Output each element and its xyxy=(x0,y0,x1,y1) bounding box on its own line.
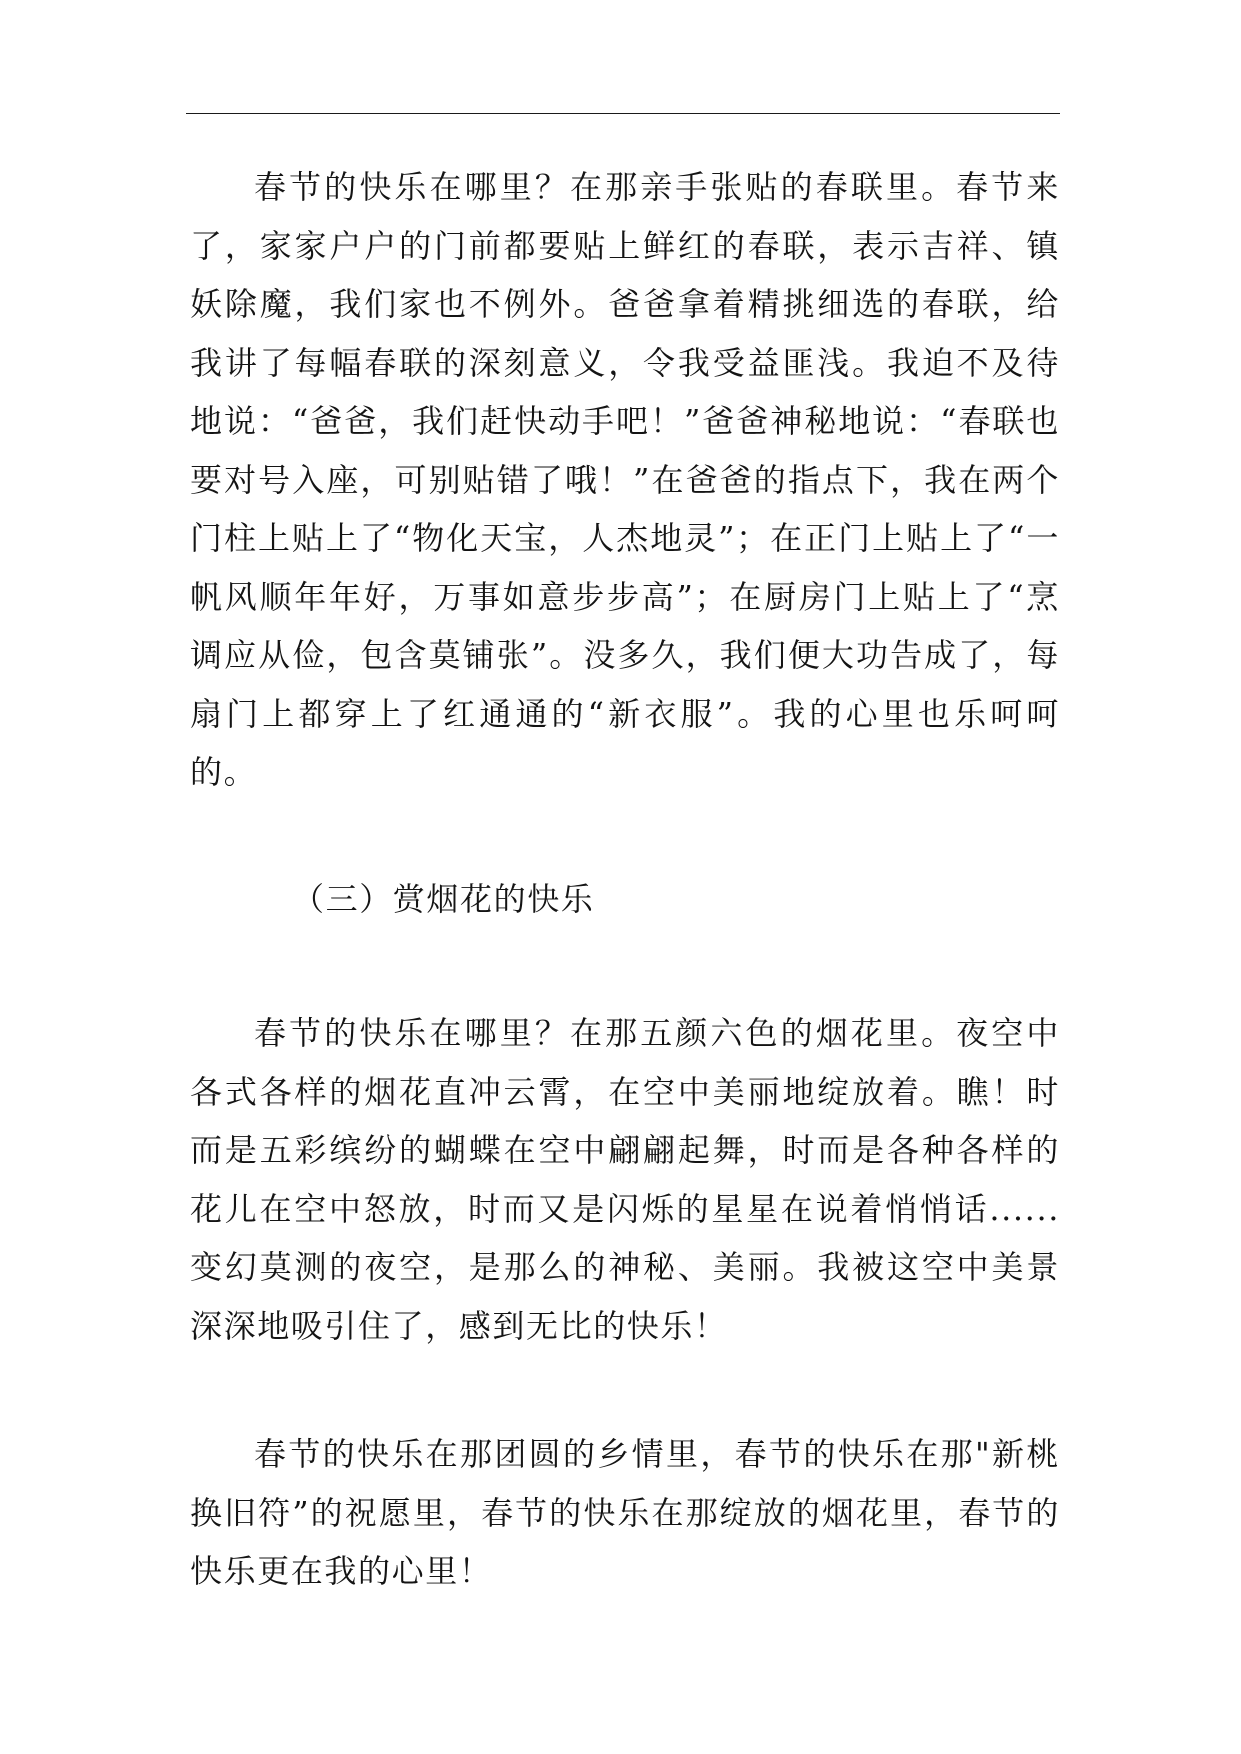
paragraph-fireworks: 春节的快乐在哪里？在那五颜六色的烟花里。夜空中各式各样的烟花直冲云霄，在空中美丽地绽放着。瞧！时而是五彩缤纷的蝴蝶在空中翩翩起舞，时而是各种各样的花儿在空中怒放，时而又是闪烁的星星在说着悄悄话......变幻莫测的夜空，是那么的神秘、美丽。我被这空中美景深深地吸引住了，感到无比的快乐！ xyxy=(190,1014,1060,1345)
paragraph-spacer xyxy=(190,802,1060,870)
paragraph-spacer xyxy=(190,1355,1060,1425)
section-heading-fireworks: （三）赏烟花的快乐 xyxy=(292,879,595,918)
paragraph-spring-couplets: 春节的快乐在哪里？在那亲手张贴的春联里。春节来了，家家户户的门前都要贴上鲜红的春联，表示吉祥、镇妖除魔，我们家也不例外。爸爸拿着精挑细选的春联，给我讲了每幅春联的深刻意义，令我受益匪浅。我迫不及待地说：“爸爸，我们赶快动手吧！”爸爸神秘地说：“春联也要对号入座，可别贴错了哦！”在爸爸的指点下，我在两个门柱上贴上了“物化天宝，人杰地灵”；在正门上贴上了“一帆风顺年年好，万事如意步步高”；在厨房门上贴上了“烹调应从俭，包含莫铺张”。没多久，我们便大功告成了，每扇门上都穿上了红通通的“新衣服”。我的心里也乐呵呵的。 xyxy=(190,168,1060,791)
paragraph-spacer xyxy=(190,928,1060,1004)
header-rule xyxy=(186,113,1060,114)
document-body xyxy=(190,158,1060,1601)
paragraph-conclusion: 春节的快乐在那团圆的乡情里，春节的快乐在那"新桃换旧符”的祝愿里，春节的快乐在那绽放的烟花里，春节的快乐更在我的心里！ xyxy=(190,1435,1060,1590)
